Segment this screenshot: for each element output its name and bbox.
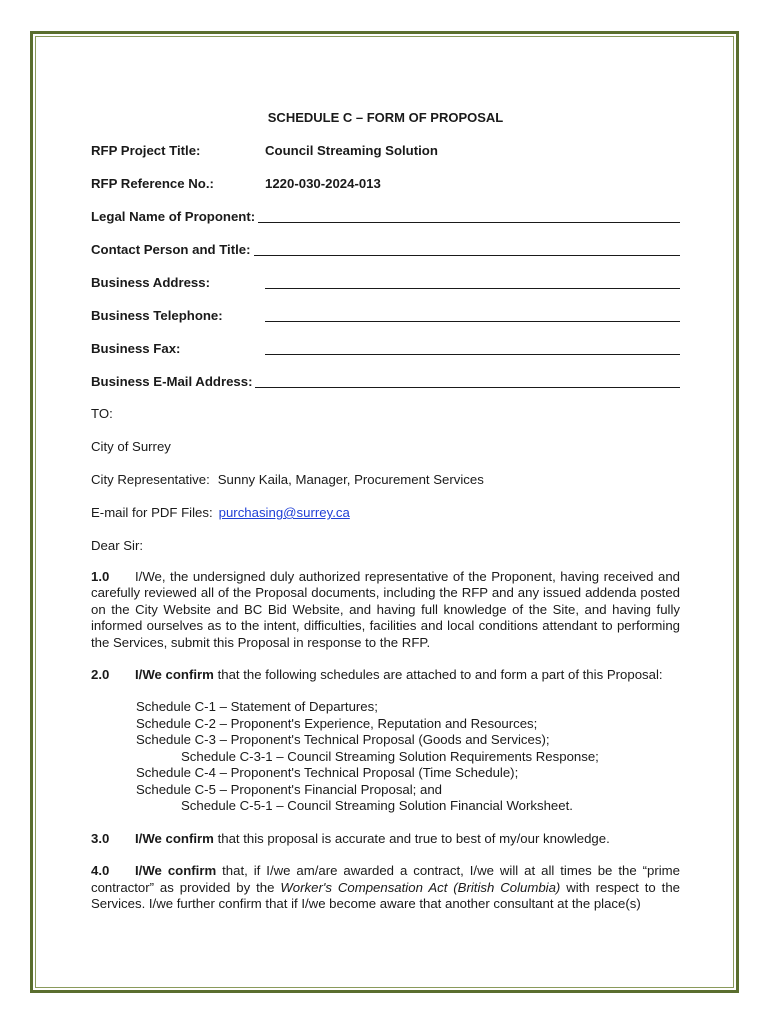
section-2-number: 2.0	[91, 667, 110, 683]
address-label: Business Address:	[91, 275, 210, 290]
list-item: Schedule C-5-1 – Council Streaming Solution Financial Worksheet.	[181, 798, 573, 814]
telephone-field[interactable]	[265, 307, 680, 322]
address-row	[91, 257, 680, 290]
contact-field[interactable]	[254, 241, 681, 256]
reference-value: 1220-030-2024-013	[265, 176, 381, 191]
list-item: Schedule C-2 – Proponent's Experience, Reputation and Resources;	[136, 715, 538, 731]
section-2	[91, 667, 680, 683]
city-name: City of Surrey	[91, 439, 171, 454]
section-4-text-b: with respect to the Services. I/we further confirm that if I/we become aware that another consultant at the place(s)	[91, 879, 680, 912]
section-2-bold: I/We confirm	[135, 667, 214, 683]
list-item: Schedule C-5 – Proponent's Financial Proposal; and	[136, 781, 443, 797]
section-1	[91, 569, 680, 651]
city-representative	[91, 454, 680, 487]
telephone-row	[91, 290, 680, 323]
list-item: Schedule C-3 – Proponent's Technical Proposal (Goods and Services);	[136, 732, 550, 748]
email-pdf-row	[91, 487, 680, 520]
contact-row	[91, 224, 680, 257]
section-3-text: that this proposal is accurate and true to best of my/our knowledge.	[213, 830, 610, 846]
section-3-bold: I/We confirm	[135, 830, 214, 846]
section-2-text: that the following schedules are attached to and form a part of this Proposal:	[213, 667, 663, 683]
section-4-number: 4.0	[91, 863, 110, 879]
fax-label: Business Fax:	[91, 341, 181, 356]
legal-name-field[interactable]	[258, 208, 680, 223]
rep-label: City Representative:	[91, 472, 210, 487]
rep-value: Sunny Kaila, Manager, Procurement Services	[217, 472, 484, 487]
project-title-label: RFP Project Title:	[91, 143, 201, 158]
contact-label: Contact Person and Title:	[91, 242, 251, 257]
section-3-number: 3.0	[91, 830, 110, 846]
list-item: Schedule C-4 – Proponent's Technical Proposal (Time Schedule);	[136, 765, 519, 781]
email-pdf-label: E-mail for PDF Files:	[91, 505, 213, 520]
list-item: Schedule C-1 – Statement of Departures;	[136, 699, 378, 715]
purchasing-email-link[interactable]: purchasing@surrey.ca	[218, 505, 350, 520]
salutation: Dear Sir:	[91, 538, 144, 553]
project-title-value: Council Streaming Solution	[265, 143, 438, 158]
page-title: SCHEDULE C – FORM OF PROPOSAL	[267, 110, 504, 125]
address-field[interactable]	[265, 274, 680, 289]
email-row	[91, 356, 680, 389]
section-3	[91, 831, 680, 847]
schedule-list	[136, 699, 680, 815]
list-item: Schedule C-3-1 – Council Streaming Solution Requirements Response;	[181, 748, 599, 764]
reference-row	[91, 158, 680, 191]
to-label: TO:	[91, 406, 113, 421]
form-content	[91, 110, 680, 913]
section-4	[91, 863, 680, 912]
section-1-text: I/We, the undersigned duly authorized representative of the Proponent, having received and carefully reviewed all of the Proposal documents, including the RFP and any issued addenda posted on the City Website and BC Bid Website, and having full knowledge of the Site, and having fully informed ourselves as to the intent, difficulties, facilities and local conditions attendant to performing the Services, submit this Proposal in response to the RFP.	[91, 569, 680, 650]
reference-label: RFP Reference No.:	[91, 176, 214, 191]
section-4-bold: I/We confirm	[135, 863, 217, 879]
fax-field[interactable]	[265, 340, 680, 355]
legal-name-label: Legal Name of Proponent:	[91, 209, 256, 224]
section-1-number: 1.0	[91, 569, 110, 584]
telephone-label: Business Telephone:	[91, 308, 223, 323]
email-field[interactable]	[255, 373, 680, 388]
email-label: Business E-Mail Address:	[91, 374, 253, 389]
section-4-text-a: that, if I/we am/are awarded a contract, I/we will at all times be the “prime contractor” as provided by the	[91, 863, 680, 895]
legal-name-row	[91, 191, 680, 224]
project-title-row	[91, 141, 680, 158]
fax-row	[91, 323, 680, 356]
section-4-act-name: Worker's Compensation Act (British Columbia)	[280, 879, 561, 895]
